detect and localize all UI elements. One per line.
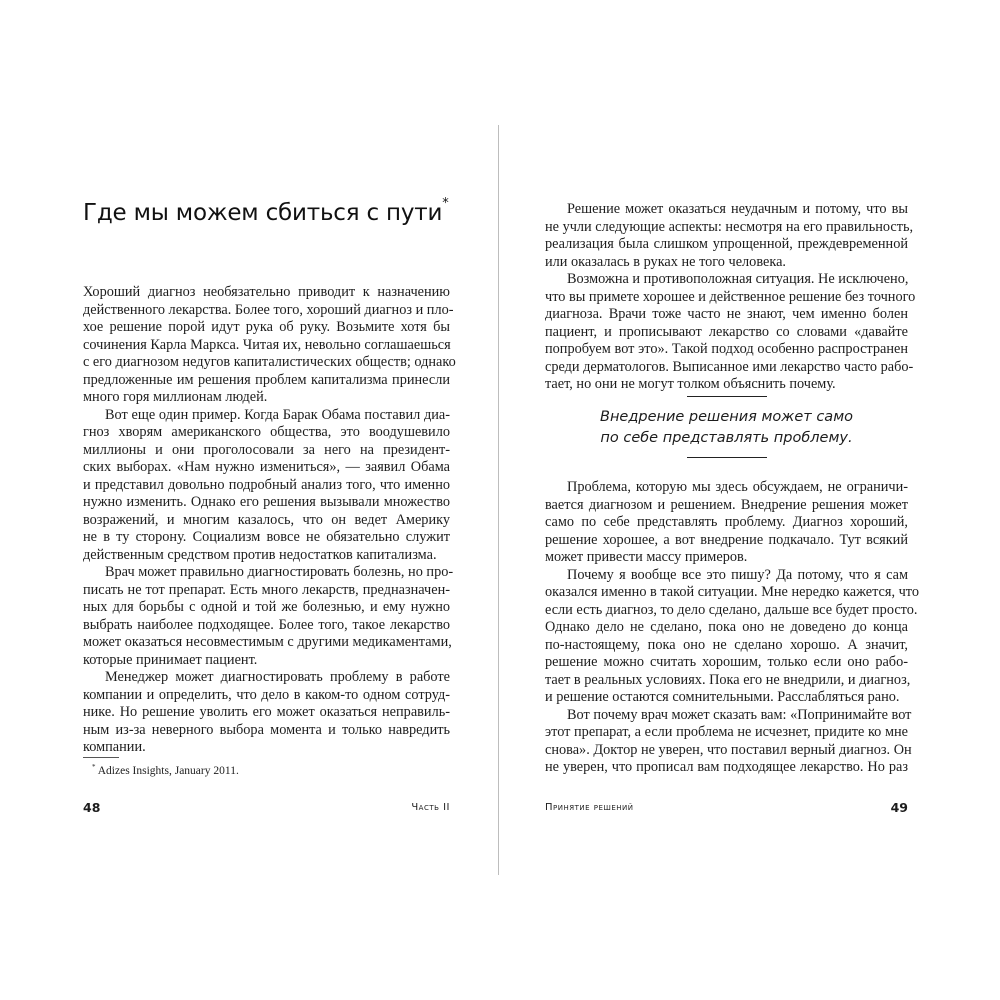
text-line: не учли следующие аспекты: несмотря на его правильность, (545, 218, 914, 235)
paragraph (545, 201, 914, 271)
text-line: много горя миллионам людей. (83, 389, 268, 405)
text-line: по-настоящему, пока оно не сделано хорошо. А значит, (545, 636, 908, 653)
text-line: может оказаться несовместимым с другими медикаментами, (83, 634, 452, 650)
paragraph (83, 564, 454, 669)
paragraph (83, 669, 450, 757)
text-line: что вы примете хорошее и действенное решение без точного (545, 288, 916, 305)
text-line: не в ту сторону. Социализм вовсе не обязательно служит (83, 529, 450, 545)
text-line: вается диагнозом и решением. Внедрение решения может (545, 496, 908, 513)
pull-quote-bottom-rule (687, 457, 767, 458)
text-line: решение можно считать хорошим, только если оно рабо- (545, 654, 908, 670)
text-line: предложенные им решения проблем капитализма принесли (83, 371, 450, 388)
text-line: действенным средством против недостатков капитализма. (83, 546, 437, 563)
pull-quote-line: Внедрение решения может само (600, 409, 853, 425)
text-line: писать не тот препарат. Есть много лекарств, предназначен- (83, 581, 450, 598)
text-line: или оказалась в руках не того человека. (545, 253, 786, 270)
text-line: реализация была слишком упрощенной, преждевременной (545, 236, 908, 252)
text-line: среди дерматологов. Выписанное ими лекарство часто рабо- (545, 358, 914, 375)
text-line: и представил довольно подробный анализ того, что именно (83, 476, 450, 493)
text-line: этот препарат, а если проблема не исчезнет, придите ко мне (545, 724, 908, 740)
text-line: Вот почему врач может сказать вам: «Попринимайте вот (567, 706, 912, 723)
footnote-mark: * (92, 763, 96, 771)
text-line: попробуем вот это». Такой подход особенно распространен (545, 341, 908, 357)
text-line: хое решение порой идут рука об руку. Возьмите хотя бы (83, 319, 450, 335)
footnote (92, 763, 239, 777)
text-line: миллионы и они проголосовали за него на президент- (83, 441, 450, 458)
text-line: ных для борьбы с одной и той же болезнью, и ему нужно (83, 599, 450, 615)
footnote-text: Adizes Insights, January 2011. (97, 764, 239, 777)
right-page-body-bottom (545, 479, 919, 777)
text-line: пациент, и прописывают лекарство со словами «давайте (545, 323, 908, 340)
chapter-title-text: Где мы можем сбиться с пути (83, 200, 443, 226)
text-line: Почему я вообще все это пишу? Да потому, что я сам (567, 566, 908, 583)
pull-quote-line: по себе представлять проблему. (600, 430, 853, 446)
text-line: которые принимает пациент. (83, 651, 258, 668)
left-page-number: 48 (83, 800, 101, 815)
text-line: ным из-за неверного выбора момента и только навредить (83, 721, 450, 738)
text-line: компании. (83, 739, 146, 755)
right-page-body-top (545, 201, 916, 394)
text-line: Проблема, которую мы здесь обсуждаем, не ограничи- (567, 479, 908, 495)
text-line: не уверен, что прописал вам подходящее лекарство. Но раз (545, 759, 908, 775)
text-line: Возможна и противоположная ситуация. Не исключено, (567, 271, 909, 287)
footnote-rule (83, 757, 119, 758)
right-page-number: 49 (890, 800, 908, 815)
pull-quote-top-rule (687, 396, 767, 397)
text-line: тает, но они не могут толком объяснить почему. (545, 376, 836, 392)
left-page-body (83, 284, 456, 757)
text-line: нужно изменить. Однако его решения вызывали множество (83, 494, 450, 510)
text-line: возражений, и многим казалось, что он ведет Америку (83, 511, 450, 528)
paragraph (545, 706, 912, 777)
text-line: оказался именно в такой ситуации. Мне нередко кажется, что (545, 584, 919, 600)
text-line: Однако дело не сделано, пока оно не доведено до конца (545, 619, 908, 635)
chapter-title (83, 196, 449, 226)
text-line: сочинения Карла Маркса. Читая их, невольно соглашаешься (83, 336, 451, 353)
text-line: если есть диагноз, то дело сделано, дальше все будет просто. (545, 601, 918, 618)
text-line: гноз хворям американского общества, это воодушевило (83, 424, 450, 440)
footnote-reference: * (442, 196, 449, 211)
text-line: само по себе представлять проблему. Диагноз хороший, (545, 514, 908, 530)
text-line: Вот еще один пример. Когда Барак Обама поставил диа- (105, 406, 450, 423)
text-line: тает в реальных условиях. Пока его не внедрили, и диагноз, (545, 671, 911, 688)
text-line: снова». Доктор не уверен, что поставил верный диагноз. Он (545, 741, 912, 758)
text-line: может привести массу примеров. (545, 549, 748, 565)
text-line: решение хорошее, а вот внедрение подкачало. Тут всякий (545, 531, 908, 548)
text-line: нике. Но решение уволить его может оказаться неправиль- (83, 704, 450, 720)
paragraph (545, 566, 919, 707)
paragraph (545, 271, 916, 394)
text-line: компании и определить, что дело в каком-то одном сотруд- (83, 686, 450, 703)
text-line: выбрать наиболее подходящее. Более того, такое лекарство (83, 616, 450, 633)
text-line: и решение остаются сомнительными. Расслабляться рано. (545, 689, 900, 705)
page-gutter (498, 125, 499, 875)
pull-quote (545, 396, 908, 458)
text-line: Врач может правильно диагностировать болезнь, но про- (105, 564, 454, 580)
text-line: диагноза. Врачи тоже часто не знают, чем именно болен (545, 306, 908, 322)
text-line: с его диагнозом недугов капиталистических обществ; однако (83, 354, 456, 370)
paragraph (83, 407, 450, 565)
text-line: ских выборах. «Нам нужно измениться», — заявил Обама (83, 459, 450, 475)
text-line: Менеджер может диагностировать проблему в работе (105, 669, 450, 685)
right-running-head: Принятие решений (545, 802, 634, 813)
paragraph (545, 479, 908, 567)
paragraph (83, 284, 456, 407)
text-line: действенного лекарства. Более того, хороший диагноз и пло- (83, 301, 454, 318)
text-line: Решение может оказаться неудачным и потому, что вы (567, 201, 908, 217)
left-running-head: Часть II (411, 802, 450, 813)
text-line: Хороший диагноз необязательно приводит к назначению (83, 284, 450, 300)
